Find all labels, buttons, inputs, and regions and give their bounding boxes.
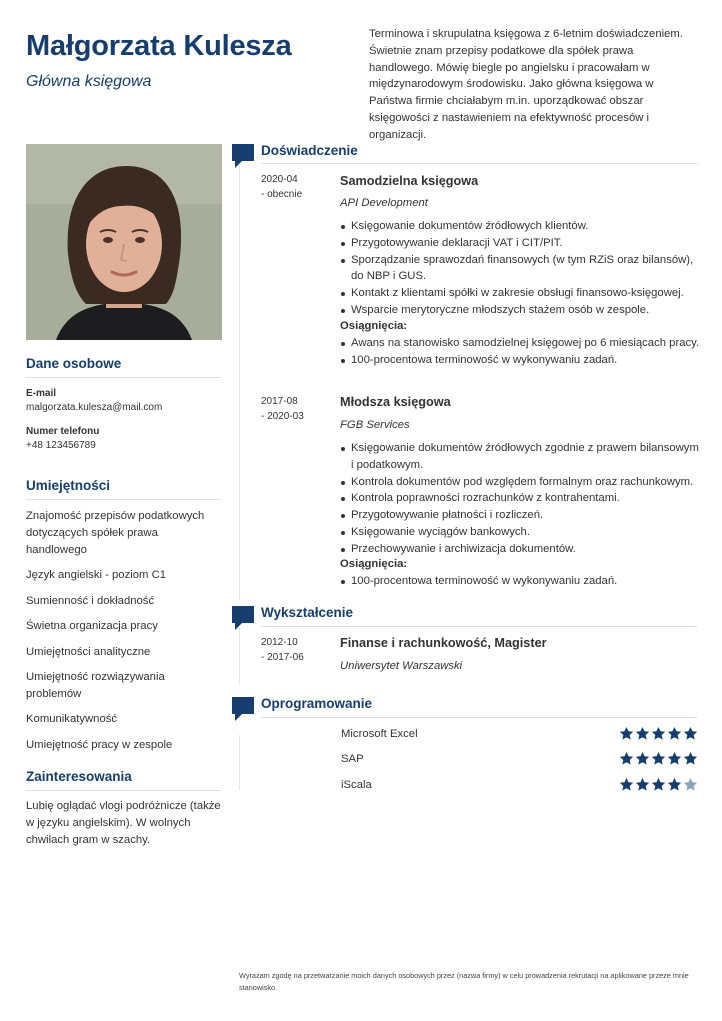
star-icon [651, 777, 666, 792]
job-company: API Development [340, 197, 428, 209]
star-icon [667, 751, 682, 766]
star-icon [619, 751, 634, 766]
star-icon [619, 777, 634, 792]
skill-item: Sumienność i dokładność [26, 595, 155, 607]
list-item: Przechowywanie i archiwizacja dokumentów. [340, 541, 700, 558]
phone-value[interactable]: +48 123456789 [26, 440, 96, 451]
interests-heading: Zainteresowania [26, 769, 221, 791]
skill-item: Znajomość przepisów podatkowych dotyczących spółek prawa handlowego [26, 510, 205, 556]
star-icon [635, 777, 650, 792]
education-heading: Wykształcenie [261, 605, 354, 620]
timeline-line-software [239, 735, 240, 790]
bookmark-flag-icon [232, 697, 254, 721]
star-icon [651, 751, 666, 766]
software-divider [261, 717, 697, 718]
software-heading: Oprogramowanie [261, 696, 373, 711]
list-item: Kontrola poprawności rozrachunków z kontrahentami. [340, 490, 700, 507]
job-duties-list [340, 218, 700, 319]
star-icon [667, 777, 682, 792]
job-date-start: 2020-04 [261, 174, 298, 185]
phone-label: Numer telefonu [26, 426, 100, 437]
list-item: Księgowanie dokumentów źródłowych zgodnie z prawem bilansowym i podatkowym. [340, 440, 700, 474]
email-label: E-mail [26, 388, 57, 399]
list-item: 100-procentowa terminowość w wykonywaniu zadań. [340, 352, 700, 369]
bookmark-flag-icon [232, 606, 254, 630]
star-icon [635, 726, 650, 741]
list-item: Przygotowywanie płatności i rozliczeń. [340, 507, 700, 524]
job-position: Samodzielna księgowa [340, 174, 479, 188]
software-name: iScala [341, 779, 372, 791]
list-item: Wsparcie merytoryczne młodszych stażem osób w zespole. [340, 302, 700, 319]
software-name: SAP [341, 753, 364, 765]
timeline-line-education [239, 628, 240, 684]
skill-item: Język angielski - poziom C1 [26, 569, 167, 581]
star-icon [683, 726, 698, 741]
star-icon [683, 777, 698, 792]
achievements-list [340, 335, 700, 369]
job-date-end: - 2020-03 [261, 411, 304, 422]
candidate-job-title: Główna księgowa [26, 73, 152, 90]
skills-heading: Umiejętności [26, 478, 221, 500]
job-date-start: 2017-08 [261, 396, 298, 407]
profile-summary: Terminowa i skrupulatna księgowa z 6-letnim doświadczeniem. Świetnie znam przepisy podatkowe dla spółek prawa handlowego. Mówię biegle po angielsku i pracowałam w międzynarodowym środowisku. Jako główna księgowa w Państwa firmie chciałabym m.in. uporządkować obszar księgowości z nastawieniem na efektywność procesów i organizacji. [369, 28, 683, 141]
job-date-end: - obecnie [261, 189, 303, 200]
skill-item: Umiejętność rozwiązywania problemów [26, 671, 165, 700]
star-icon [619, 726, 634, 741]
job-duties-list [340, 440, 700, 558]
interests-text: Lubię oglądać vlogi podróżnicze (także w języku angielskim). W wolnych chwilach gram w szachy. [26, 800, 221, 846]
skill-item: Świetna organizacja pracy [26, 620, 158, 632]
candidate-name: Małgorzata Kulesza [26, 30, 292, 62]
personal-data-heading: Dane osobowe [26, 356, 221, 378]
star-icon [651, 726, 666, 741]
software-name: Microsoft Excel [341, 728, 418, 740]
star-icon [667, 726, 682, 741]
skill-item: Komunikatywność [26, 713, 118, 725]
list-item: Sporządzanie sprawozdań finansowych (w tym RZiS oraz bilansów), do NBP i GUS. [340, 252, 700, 286]
star-icon [635, 751, 650, 766]
email-value[interactable]: malgorzata.kulesza@mail.com [26, 402, 163, 413]
list-item: Kontakt z klientami spółki w zakresie obsługi finansowo-księgowej. [340, 285, 700, 302]
achievements-label: Osiągnięcia: [340, 558, 408, 570]
profile-photo [26, 144, 222, 340]
timeline-line-experience [239, 166, 240, 600]
experience-divider [261, 163, 697, 164]
list-item: Przygotowywanie deklaracji VAT i CIT/PIT. [340, 235, 700, 252]
software-rating [619, 726, 698, 742]
education-date-start: 2012-10 [261, 637, 298, 648]
job-company: FGB Services [340, 419, 410, 431]
software-rating [619, 777, 698, 793]
skill-item: Umiejętność pracy w zespole [26, 739, 173, 751]
education-school: Uniwersytet Warszawski [340, 660, 463, 672]
list-item: Księgowanie wyciągów bankowych. [340, 524, 700, 541]
achievements-label: Osiągnięcia: [340, 320, 408, 332]
education-degree: Finanse i rachunkowość, Magister [340, 636, 547, 650]
education-date-end: - 2017-06 [261, 652, 304, 663]
list-item: 100-procentowa terminowość w wykonywaniu zadań. [340, 573, 700, 590]
software-rating [619, 751, 698, 767]
skill-item: Umiejętności analityczne [26, 646, 151, 658]
job-position: Młodsza księgowa [340, 395, 451, 409]
experience-heading: Doświadczenie [261, 143, 358, 158]
education-divider [261, 626, 697, 627]
achievements-list [340, 573, 700, 590]
list-item: Awans na stanowisko samodzielnej księgowej po 6 miesiącach pracy. [340, 335, 700, 352]
star-icon [683, 751, 698, 766]
list-item: Księgowanie dokumentów źródłowych klientów. [340, 218, 700, 235]
list-item: Kontrola dokumentów pod względem formalnym oraz rachunkowym. [340, 474, 700, 491]
bookmark-flag-icon [232, 144, 254, 168]
gdpr-consent-clause: Wyrażam zgodę na przetwarzanie moich danych osobowych przez (nazwa firmy) w celu prowadzenia rekrutacji na aplikowane przeze mnie stanowisko. [239, 971, 689, 992]
